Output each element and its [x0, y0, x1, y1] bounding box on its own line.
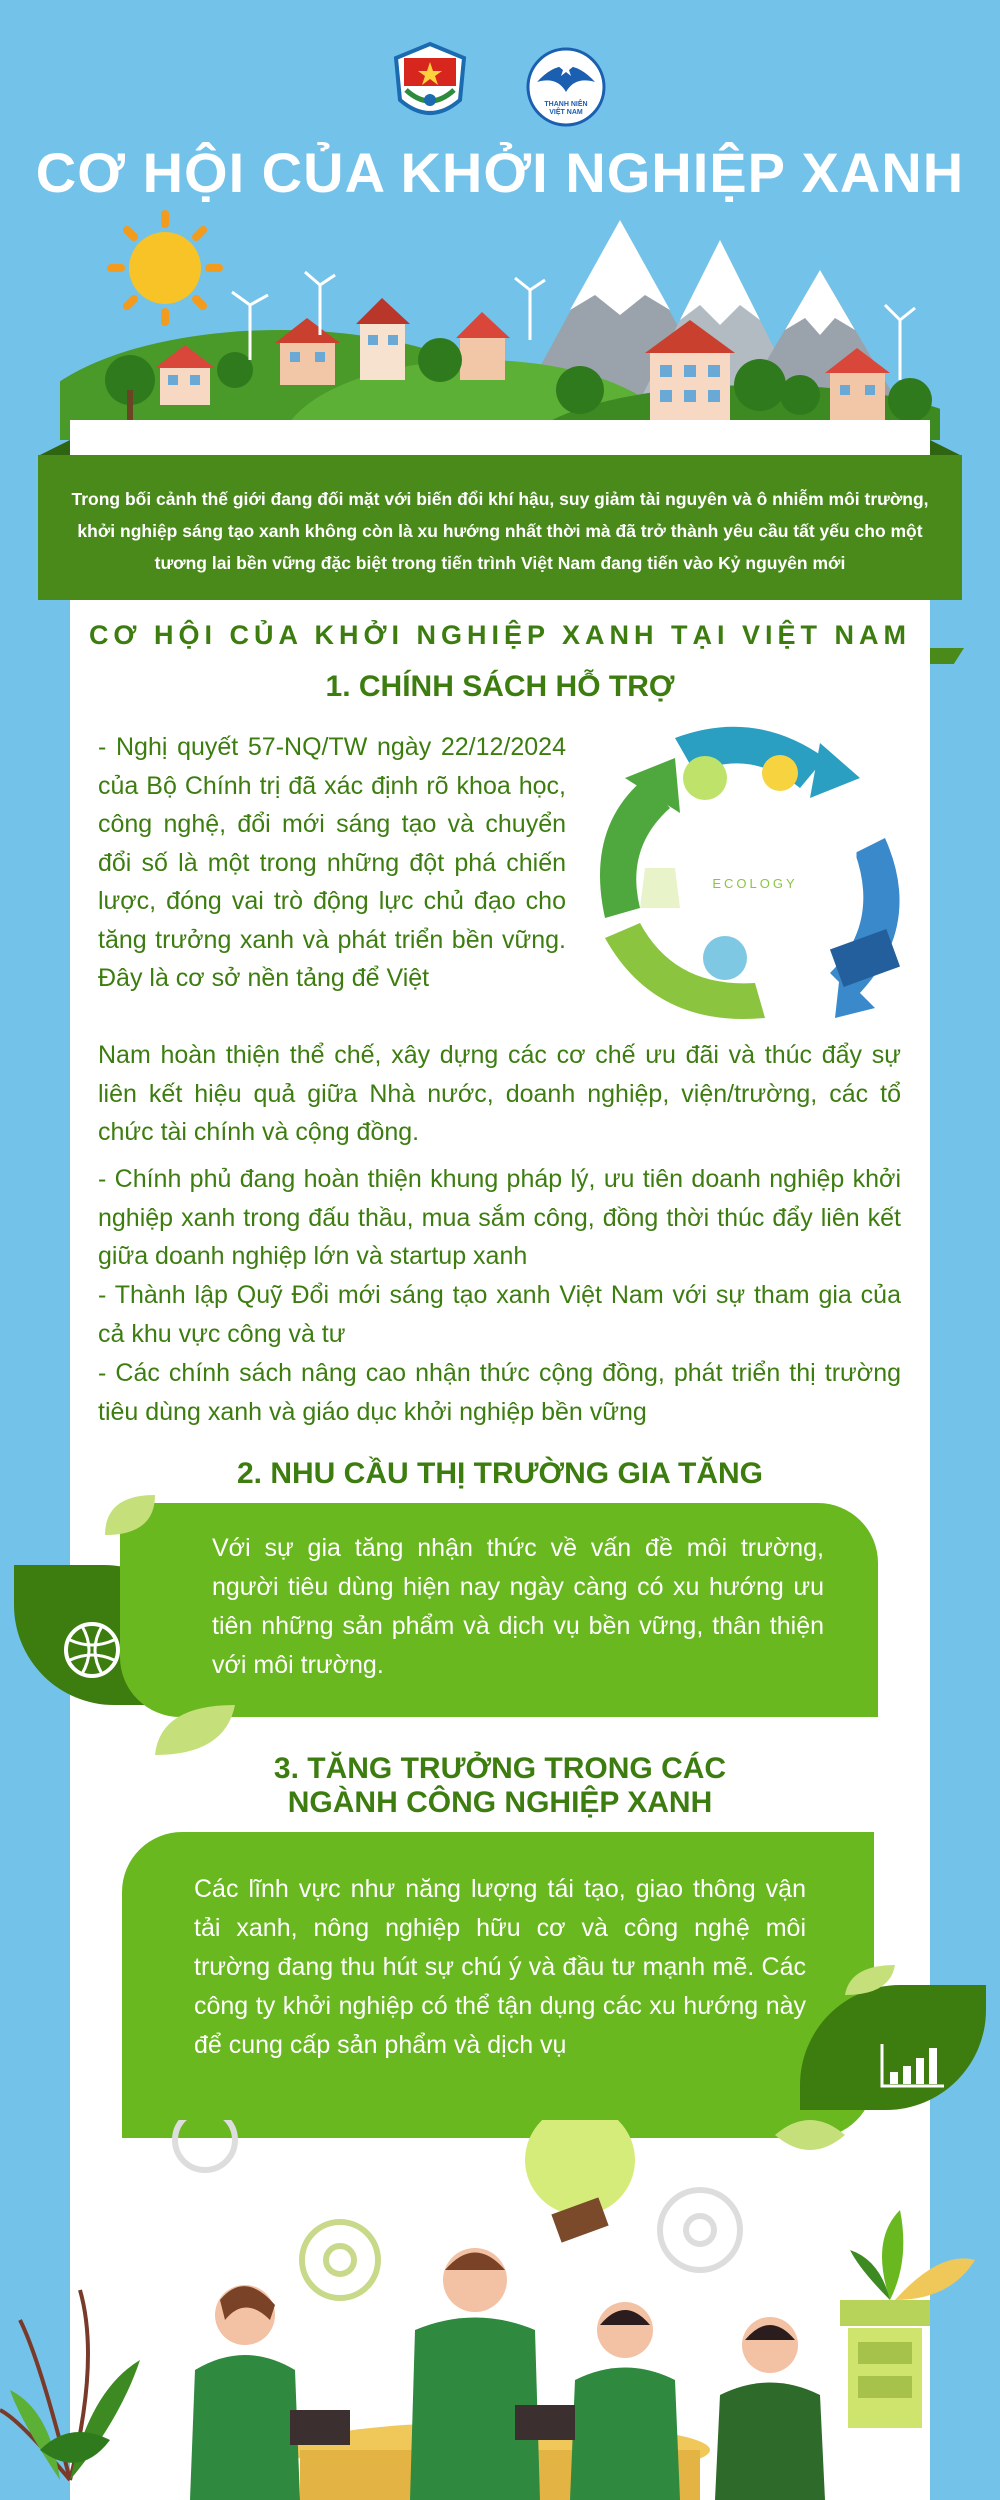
small-leaf-icon — [100, 1490, 160, 1540]
hoi-lhtn-logo-icon — [525, 46, 607, 128]
main-heading: CƠ HỘI CỦA KHỞI NGHIỆP XANH TẠI VIỆT NAM — [88, 620, 912, 650]
ecology-recycle-illustration — [585, 718, 920, 1028]
logo-tn-text-line2: VIỆT NAM — [549, 109, 583, 116]
small-leaf-icon — [150, 1700, 240, 1760]
banner-fold-left — [38, 440, 70, 456]
section1-paragraph: - Nghị quyết 57-NQ/TW ngày 22/12/2024 của Bộ Chính trị đã xác định rõ khoa học, công nghệ, đổi mới sáng tạo và chuyển đổi số là một trong những đột phá chiến lược, đóng vai trò động lực chủ đạo cho tăng trưởng xanh và phát triển bền vững. Đây là cơ sở nền tảng để Việt — [98, 733, 566, 992]
section1-bullet: - Các chính sách nâng cao nhận thức cộng đồng, phát triển thị trường tiêu dùng xanh và giáo dục khởi nghiệp bền vững — [98, 1359, 901, 1426]
section2-heading: 2. NHU CẦU THỊ TRƯỜNG GIA TĂNG — [236, 1457, 764, 1490]
section2-box — [120, 1503, 878, 1717]
plant-left — [0, 2290, 140, 2480]
small-leaf-icon — [840, 1960, 900, 2000]
section1-paragraph-cont: Nam hoàn thiện thể chế, xây dựng các cơ chế ưu đãi và thúc đẩy sự liên kết hiệu quả giữa Nhà nước, doanh nghiệp, viện/trường, các tổ chức tài chính và cộng đồng. — [98, 1041, 901, 1146]
section3-heading-line1: 3. TĂNG TRƯỞNG TRONG CÁC — [273, 1752, 727, 1785]
team-working-illustration — [0, 2120, 1000, 2500]
person-center — [410, 2248, 540, 2500]
intro-text: Trong bối cảnh thế giới đang đối mặt với biến đổi khí hậu, suy giảm tài nguyên và ô nhiễm môi trường, khởi nghiệp sáng tạo xanh không còn là xu hướng nhất thời mà đã trở thành yêu cầu tất yếu cho một tương lai bền vững đặc biệt trong tiến trình Việt Nam đang tiến vào Kỷ nguyên mới — [71, 489, 929, 573]
sun-icon — [111, 214, 219, 322]
cabinet-right — [840, 2210, 975, 2428]
section2-text: Với sự gia tăng nhận thức về vấn đề môi trường, người tiêu dùng hiện nay ngày càng có xu hướng ưu tiên những sản phẩm và dịch vụ bền vững, thân thiện với môi trường. — [212, 1534, 824, 1679]
section1-heading: 1. CHÍNH SÁCH HỖ TRỢ — [325, 670, 675, 703]
logos — [0, 40, 1000, 130]
decor-flag — [930, 648, 964, 664]
section3-heading — [70, 1752, 930, 1820]
bar-chart-icon — [878, 2040, 948, 2090]
person-far-right — [715, 2317, 825, 2500]
logo-tn-text-line1: THANH NIÊN — [544, 101, 588, 108]
banner-fold-right — [930, 440, 962, 456]
lightbulb-icon — [525, 2120, 635, 2243]
doan-thanh-nien-logo-icon — [390, 40, 470, 126]
section3-heading-line2: NGÀNH CÔNG NGHIỆP XANH — [287, 1786, 713, 1819]
intro-banner — [38, 455, 962, 600]
section3-text: Các lĩnh vực như năng lượng tái tạo, giao thông vận tải xanh, nông nghiệp hữu cơ và công nghệ môi trường đang thu hút sự chú ý và đầu tư mạnh mẽ. Các công ty khởi nghiệp có thể tận dụng các xu hướng này để cung cấp sản phẩm và dịch vụ — [194, 1875, 806, 2059]
globe-icon — [62, 1620, 122, 1680]
page-title: CƠ HỘI CỦA KHỞI NGHIỆP XANH — [35, 141, 965, 204]
section1-bullet: - Thành lập Quỹ Đổi mới sáng tạo xanh Việt Nam với sự tham gia của cả khu vực công và tư — [98, 1281, 901, 1348]
section3-box — [122, 1832, 874, 2138]
green-city-landscape-illustration — [60, 200, 940, 440]
ecology-label: ECOLOGY — [712, 876, 798, 891]
section1-bullet: - Chính phủ đang hoàn thiện khung pháp lý, ưu tiên doanh nghiệp khởi nghiệp xanh trong đấu thầu, mua sắm công, đồng thời thúc đẩy liên kết giữa doanh nghiệp lớn và startup xanh — [98, 1165, 901, 1270]
